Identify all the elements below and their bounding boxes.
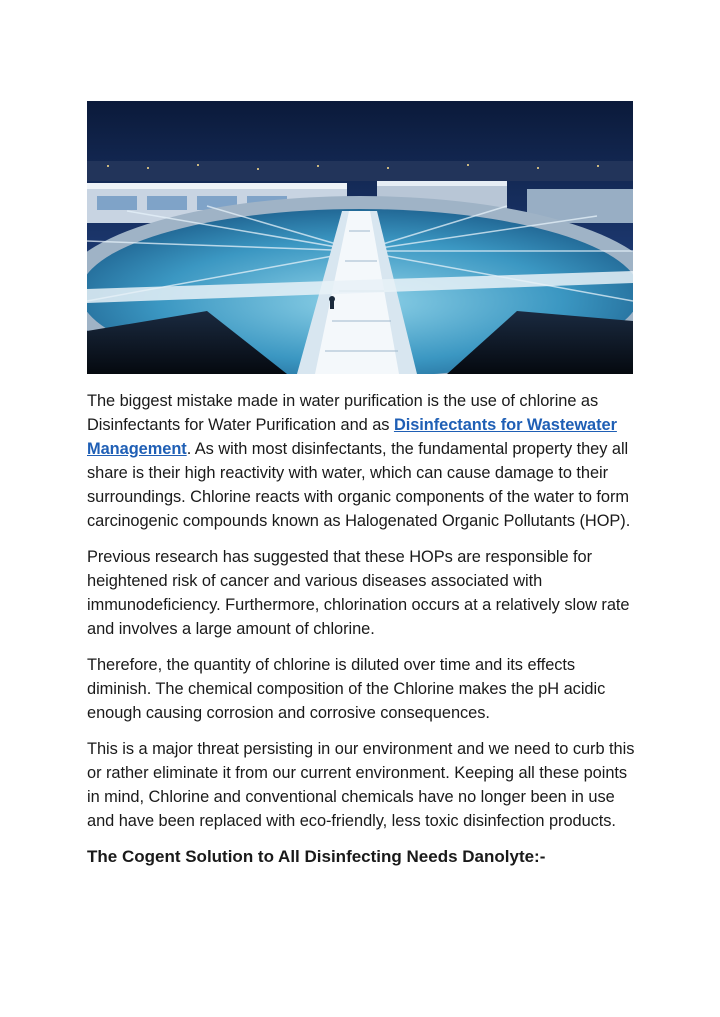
paragraph-1-after-link: . As with most disinfectants, the fundamental property they all share is their high reactivity with water, which can cause damage to their surroundings. Chlorine reacts with organic components of the water to form carcinogenic compounds known as Halogenated Organic Pollutants (HOP). — [87, 440, 631, 530]
paragraph-4: This is a major threat persisting in our environment and we need to curb this or rather eliminate it from our current environment. Keeping all these points in mind, Chlorine and conventional chemicals have no longer been in use and have been replaced with eco-friendly, less toxic disinfection products. — [87, 740, 635, 830]
paragraph-1 — [87, 389, 635, 533]
section-heading: The Cogent Solution to All Disinfecting Needs Danolyte:- — [87, 847, 546, 866]
disinfectants-wastewater-link[interactable]: Disinfectants for Wastewater Management — [87, 416, 617, 458]
water-treatment-plant-photo-icon — [87, 101, 633, 374]
article-body — [87, 389, 635, 869]
paragraph-3: Therefore, the quantity of chlorine is diluted over time and its effects diminish. The chemical composition of the Chlorine makes the pH acidic enough causing corrosion and corrosive consequences. — [87, 656, 606, 722]
water-treatment-plant-image — [87, 101, 633, 374]
paragraph-1-before-link: The biggest mistake made in water purification is the use of chlorine as Disinfectants for Water Purification and as — [87, 392, 599, 434]
paragraph-2: Previous research has suggested that these HOPs are responsible for heightened risk of cancer and various diseases associated with immunodeficiency. Furthermore, chlorination occurs at a relatively slow rate and involves a large amount of chlorine. — [87, 548, 630, 638]
